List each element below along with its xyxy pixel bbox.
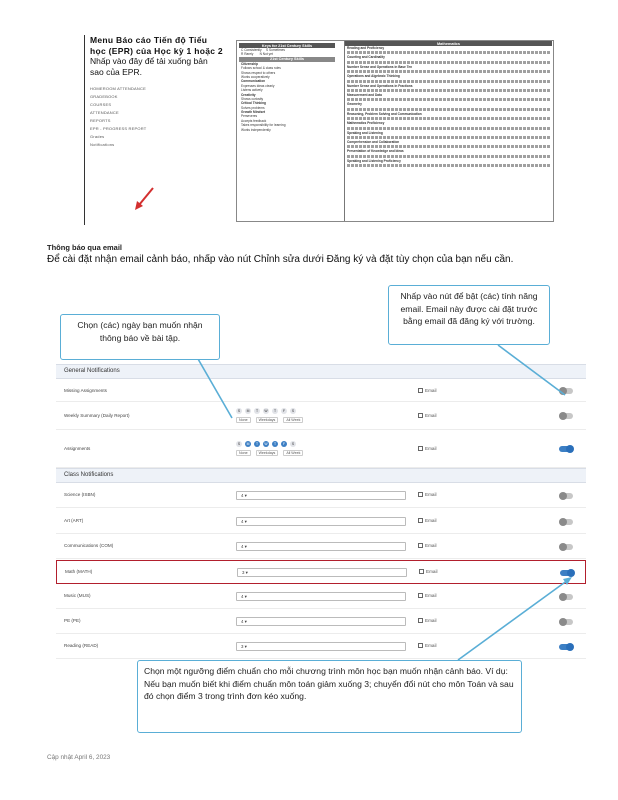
score-threshold-select[interactable] bbox=[236, 642, 406, 651]
email-toggle[interactable] bbox=[559, 446, 573, 452]
checkbox-icon bbox=[418, 643, 423, 648]
email-toggle[interactable] bbox=[559, 594, 573, 600]
class-label: Art (ART) bbox=[64, 518, 84, 523]
skill-row: Shows curiosity bbox=[241, 96, 264, 101]
general-notification-row bbox=[56, 402, 586, 430]
email-label: Email bbox=[425, 593, 437, 598]
standard-description bbox=[347, 117, 550, 120]
select-value: 4 ▾ bbox=[241, 619, 247, 624]
score-threshold-select[interactable] bbox=[237, 568, 407, 577]
standard-description bbox=[347, 108, 550, 111]
email-label: Email bbox=[425, 643, 437, 648]
toggle-knob bbox=[566, 643, 574, 651]
toggle-knob bbox=[559, 593, 567, 601]
email-checkbox[interactable] bbox=[418, 543, 437, 548]
math-standard-row: Operations and Algebraic Thinking bbox=[347, 74, 400, 79]
standard-description bbox=[347, 136, 550, 139]
notification-label: Weekly Summary (Daily Report) bbox=[64, 413, 130, 418]
toggle-knob bbox=[566, 445, 574, 453]
callout-score-threshold: Chọn một ngưỡng điểm chuẩn cho mỗi chương trình môn học bạn muốn nhận cảnh báo. Ví dụ: Nếu bạn muốn biết khi điểm chuẩn môn toán giảm xuống 3; chuyển đổi nút cho môn Toán và sau đó chọn điểm 3 trong trình đơn kéo xuống. bbox=[137, 660, 522, 733]
toggle-knob bbox=[567, 569, 575, 577]
math-standard-row: Comprehension and Collaboration bbox=[347, 139, 400, 144]
class-notification-row bbox=[56, 560, 586, 584]
toggle-knob bbox=[559, 543, 567, 551]
email-toggle[interactable] bbox=[559, 413, 573, 419]
updated-date: Cập nhật April 6, 2023 bbox=[47, 754, 111, 761]
mathematics-panel bbox=[344, 41, 552, 221]
skill-row: Works cooperatively bbox=[241, 74, 270, 79]
menu-item-gradebook[interactable]: GRADEBOOK bbox=[90, 94, 118, 99]
skill-row: Works independently bbox=[241, 127, 271, 132]
email-checkbox[interactable] bbox=[418, 413, 437, 418]
general-notification-row bbox=[56, 380, 586, 402]
notification-settings-panel bbox=[56, 364, 586, 660]
class-label: Communications (COM) bbox=[64, 543, 114, 548]
day-picker bbox=[236, 441, 296, 447]
day-circle[interactable]: W bbox=[264, 442, 268, 446]
class-label: Math (MATH) bbox=[65, 569, 93, 574]
checkbox-icon bbox=[419, 569, 424, 574]
menu-item-grades[interactable]: Grades bbox=[90, 134, 105, 139]
score-threshold-select[interactable] bbox=[236, 617, 406, 626]
callout-enable-email: Nhấp vào nút để bật (các) tính năng email. Email này được cài đặt trước bằng email đã đăng ký với trường. bbox=[388, 285, 550, 345]
math-standard-row: Speaking and Listening Proficiency bbox=[347, 158, 401, 163]
day-circle[interactable]: S bbox=[291, 409, 295, 413]
math-standard-row: Number Sense and Operations in Fractions bbox=[347, 83, 413, 88]
menu-item-courses[interactable]: COURSES bbox=[90, 102, 112, 107]
day-preset-buttons bbox=[236, 417, 303, 423]
standard-description bbox=[347, 145, 550, 148]
standard-description bbox=[347, 98, 550, 101]
standard-description bbox=[347, 70, 550, 73]
day-circle[interactable]: F bbox=[282, 442, 286, 446]
standard-description bbox=[347, 164, 550, 167]
score-threshold-select[interactable] bbox=[236, 542, 406, 551]
math-standard-row: Reasoning, Problem Solving and Communication bbox=[347, 111, 422, 116]
standard-description bbox=[347, 155, 550, 158]
checkbox-icon bbox=[418, 388, 423, 393]
epr-report-thumbnail bbox=[236, 40, 554, 222]
day-circle[interactable]: S bbox=[237, 409, 241, 413]
select-value: 4 ▾ bbox=[241, 519, 247, 524]
checkbox-icon bbox=[418, 518, 423, 523]
email-checkbox[interactable] bbox=[419, 569, 438, 574]
email-checkbox[interactable] bbox=[418, 593, 437, 598]
email-label: Email bbox=[425, 618, 437, 623]
menu-title: Menu Báo cáo Tiến độ Tiểu học (EPR) của Học kỳ 1 hoặc 2 bbox=[90, 35, 223, 56]
email-label: Email bbox=[425, 518, 437, 523]
day-circle[interactable]: F bbox=[282, 409, 286, 413]
day-preset-button[interactable]: Weekdays bbox=[256, 450, 279, 456]
skill-row: Growth Mindset bbox=[241, 110, 266, 115]
day-preset-buttons bbox=[236, 450, 303, 456]
standard-description bbox=[347, 127, 550, 130]
skill-row: Follows school & class rules bbox=[241, 66, 281, 71]
math-standard-row: Presentation of Knowledge and Ideas bbox=[347, 149, 404, 154]
red-arrow-icon bbox=[133, 185, 157, 211]
toggle-knob bbox=[559, 618, 567, 626]
toggle-knob bbox=[559, 492, 567, 500]
day-circle[interactable]: T bbox=[255, 409, 259, 413]
menu-item-reports[interactable]: REPORTS bbox=[90, 118, 111, 123]
checkbox-icon bbox=[418, 618, 423, 623]
day-circle[interactable]: T bbox=[273, 409, 277, 413]
toggle-knob bbox=[559, 518, 567, 526]
section-title: Thông báo qua email bbox=[47, 243, 123, 252]
menu-item-notifications[interactable]: Notifications bbox=[90, 142, 115, 147]
class-notification-row bbox=[56, 610, 586, 634]
checkbox-icon bbox=[418, 413, 423, 418]
select-value: 4 ▾ bbox=[241, 544, 247, 549]
notification-label: Missing Assignments bbox=[64, 388, 107, 393]
email-checkbox[interactable] bbox=[418, 618, 437, 623]
math-standard-row: Geometry bbox=[347, 102, 362, 107]
score-threshold-select[interactable] bbox=[236, 491, 406, 500]
skill-row: Communication bbox=[241, 79, 266, 84]
skill-row: Listens actively bbox=[241, 88, 263, 93]
email-toggle[interactable] bbox=[559, 644, 573, 650]
checkbox-icon bbox=[418, 593, 423, 598]
menu-list bbox=[90, 85, 224, 149]
email-checkbox[interactable] bbox=[418, 388, 437, 393]
mathematics-header: Mathematics bbox=[345, 41, 552, 46]
class-notification-row bbox=[56, 585, 586, 609]
skill-row: Accepts feedback bbox=[241, 118, 267, 123]
legend-row: C Consistently S Sometimes bbox=[241, 48, 285, 52]
day-preset-button[interactable]: All Week bbox=[283, 417, 303, 423]
math-standard-row: Reading and Proficiency bbox=[347, 46, 385, 50]
day-circle[interactable]: T bbox=[273, 442, 277, 446]
class-label: Music (MUS) bbox=[64, 593, 91, 598]
skill-row: Perseveres bbox=[241, 114, 258, 119]
email-label: Email bbox=[425, 413, 437, 418]
general-notifications-header: General Notifications bbox=[56, 364, 586, 379]
day-circle[interactable]: M bbox=[246, 442, 250, 446]
menu-item-attendance[interactable]: ATTENDANCE bbox=[90, 110, 119, 115]
class-notification-row bbox=[56, 535, 586, 559]
skill-row: Takes responsibility for learning bbox=[241, 123, 286, 128]
skill-row: Critical Thinking bbox=[241, 101, 266, 106]
score-threshold-select[interactable] bbox=[236, 517, 406, 526]
day-circle[interactable]: M bbox=[246, 409, 250, 413]
math-standard-row: Mathematics Proficiency bbox=[347, 121, 385, 126]
menu-item-epr[interactable]: EPR - PROGRESS REPORT bbox=[90, 126, 147, 131]
class-notification-row bbox=[56, 484, 586, 508]
email-toggle[interactable] bbox=[559, 544, 573, 550]
select-value: 3 ▾ bbox=[241, 644, 247, 649]
standard-description bbox=[347, 61, 550, 64]
select-value: 3 ▾ bbox=[242, 570, 248, 575]
email-checkbox[interactable] bbox=[418, 518, 437, 523]
email-checkbox[interactable] bbox=[418, 643, 437, 648]
math-standard-row: Speaking and Listening bbox=[347, 130, 383, 135]
math-standard-row: Number Sense and Operations in Base Ten bbox=[347, 64, 413, 69]
skill-row: Shows respect to others bbox=[241, 70, 276, 75]
skill-row: Expresses ideas clearly bbox=[241, 83, 275, 88]
skill-row: Citizenship bbox=[241, 61, 259, 66]
math-standard-row: Counting and Cardinality bbox=[347, 55, 385, 60]
standard-description bbox=[347, 89, 550, 92]
email-checkbox[interactable] bbox=[418, 492, 437, 497]
menu-item-homeroom-attendance[interactable]: HOMEROOM ATTENDANCE bbox=[90, 86, 146, 91]
class-label: Science (ISBN) bbox=[64, 492, 96, 497]
skill-row: Creativity bbox=[241, 92, 256, 97]
email-label: Email bbox=[425, 492, 437, 497]
day-circle[interactable]: S bbox=[237, 442, 241, 446]
class-notification-row bbox=[56, 635, 586, 659]
day-circle[interactable]: W bbox=[264, 409, 268, 413]
standard-description bbox=[347, 80, 550, 83]
epr-menu-panel bbox=[84, 35, 224, 225]
skills-key-header: Keys for 21st Century Skills bbox=[239, 43, 335, 48]
standard-description bbox=[347, 51, 550, 54]
legend-row: R Rarely N Not yet bbox=[241, 52, 273, 57]
email-checkbox[interactable] bbox=[418, 446, 437, 451]
email-toggle[interactable] bbox=[559, 619, 573, 625]
menu-instruction: Nhấp vào đây để tải xuống bản sao của EPR. bbox=[90, 56, 208, 77]
email-toggle[interactable] bbox=[559, 388, 573, 394]
class-notification-row bbox=[56, 510, 586, 534]
class-label: Reading (READ) bbox=[64, 643, 99, 648]
general-notification-row bbox=[56, 430, 586, 468]
email-toggle[interactable] bbox=[559, 519, 573, 525]
day-circle[interactable]: S bbox=[291, 442, 295, 446]
skill-row: Solves problems bbox=[241, 105, 265, 110]
checkbox-icon bbox=[418, 543, 423, 548]
score-threshold-select[interactable] bbox=[236, 592, 406, 601]
select-value: 4 ▾ bbox=[241, 594, 247, 599]
skills-sub-header: 21st Century Skills bbox=[239, 57, 335, 62]
toggle-knob bbox=[559, 387, 567, 395]
email-label: Email bbox=[425, 446, 437, 451]
email-label: Email bbox=[425, 388, 437, 393]
email-toggle[interactable] bbox=[560, 570, 574, 576]
email-toggle[interactable] bbox=[559, 493, 573, 499]
day-circle[interactable]: T bbox=[255, 442, 259, 446]
select-value: 4 ▾ bbox=[241, 493, 247, 498]
callout-select-days: Chọn (các) ngày bạn muốn nhận thông báo về bài tập. bbox=[60, 314, 220, 360]
class-notifications-header: Class Notifications bbox=[56, 468, 586, 483]
skills-key-panel bbox=[239, 43, 335, 132]
checkbox-icon bbox=[418, 492, 423, 497]
day-picker bbox=[236, 408, 296, 414]
math-standard-row: Measurement and Data bbox=[347, 92, 382, 97]
day-preset-button[interactable]: Weekdays bbox=[256, 417, 279, 423]
toggle-knob bbox=[559, 412, 567, 420]
day-preset-button[interactable]: None bbox=[236, 450, 251, 456]
email-label: Email bbox=[426, 569, 438, 574]
day-preset-button[interactable]: All Week bbox=[283, 450, 303, 456]
class-label: PE (PE) bbox=[64, 618, 81, 623]
section-intro: Để cài đặt nhận email cảnh báo, nhấp vào nút Chỉnh sửa dưới Đăng ký và đặt tùy chọn của bạn nếu cần. bbox=[47, 254, 514, 265]
checkbox-icon bbox=[418, 446, 423, 451]
email-label: Email bbox=[425, 543, 437, 548]
day-preset-button[interactable]: None bbox=[236, 417, 251, 423]
notification-label: Assignments bbox=[64, 446, 91, 451]
